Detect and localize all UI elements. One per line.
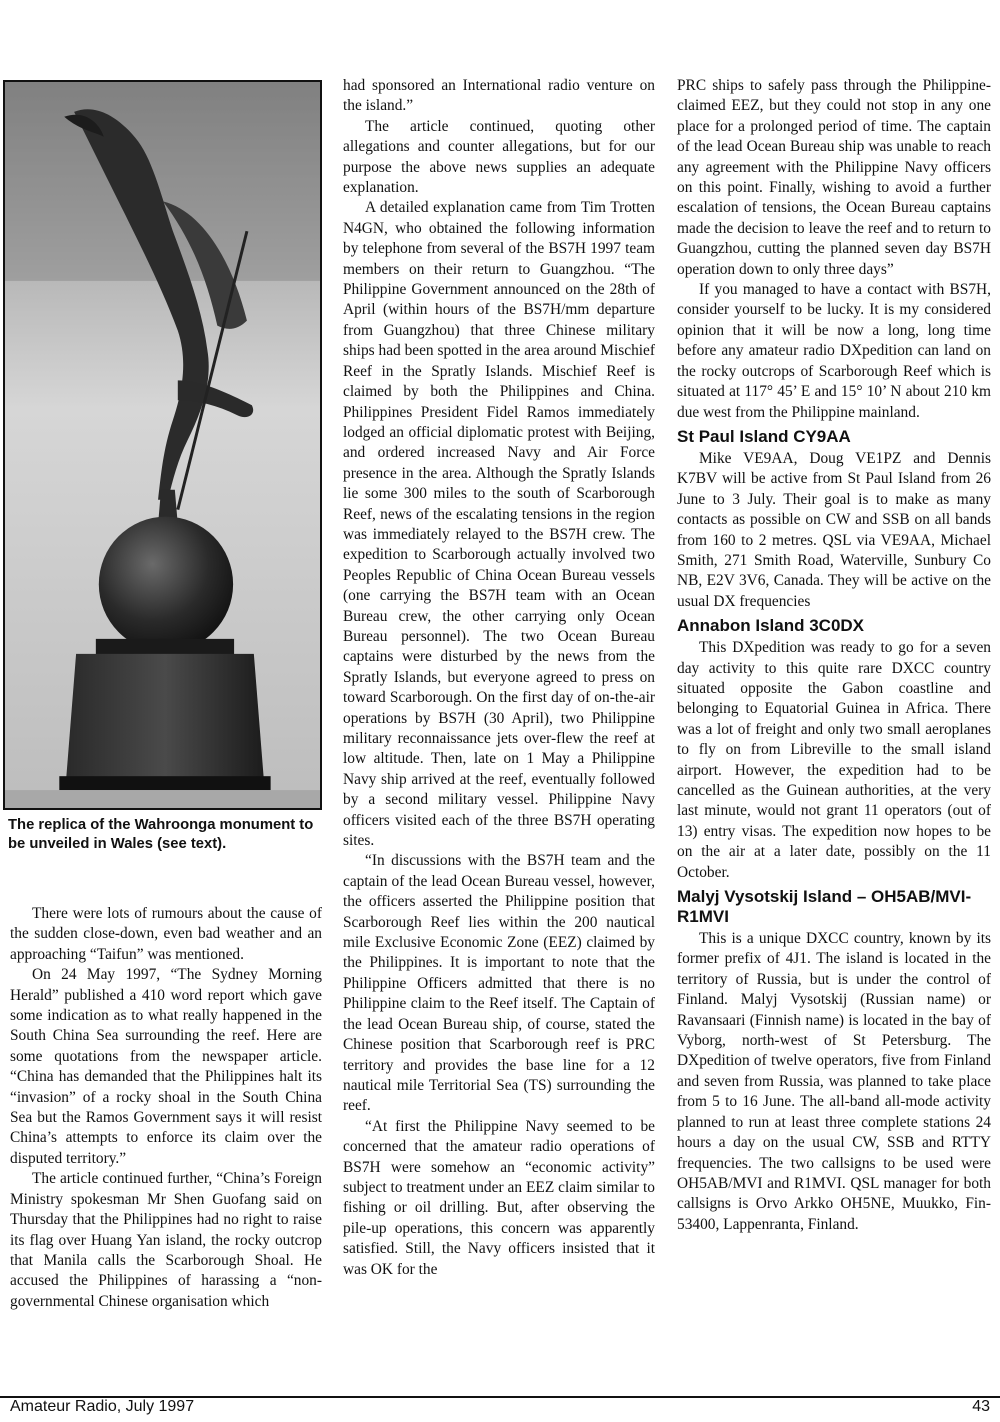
paragraph: had sponsored an International radio venture on the island.” [343, 77, 655, 115]
paragraph: This is a unique DXCC country, known by its former prefix of 4J1. The island is located in the territory of Russia, but is under the control of Finland. Malyj Vysotskij (Russian name) or Ravansaari (Finnish name) is located in the bay of Vyborg, north-west of St Petersburg. The DXpedition of twelve operators, five from Finland and seven from Russia, was planned to take place from 5 to 16 June. The all-band all-mode activity planned to run at least three complete stations 24 hours a day on the usual CW, SSB and RTTY frequencies. The two callsigns to be used were OH5AB/MVI and R1MVI. QSL manager for both callsigns is Orvo Arkko OH5NE, Muukko, Fin-53400, Lappenranta, Finland. [677, 930, 991, 1233]
paragraph: The article continued, quoting other allegations and counter allegations, but for our purpose the above news supplies an adequate explanation. [343, 117, 655, 197]
photo-caption: The replica of the Wahroonga monument to be unveiled in Wales (see text). [8, 817, 314, 852]
paragraph: The article continued further, “China’s Foreign Ministry spokesman Mr Shen Guofang said on Thursday that the Philippines had no right to raise its flag over Huang Yan island, the rocky outcrop that Manila calls the Scarborough Shoal. He accused the Philippines of harassing a “non-governmental Chinese organisation which [10, 1170, 322, 1310]
monument-photo [3, 80, 322, 810]
paragraph: “In discussions with the BS7H team and the captain of the lead Ocean Bureau vessel, however, the officers asserted the Philippine position that Scarborough Reef lies within the 200 nautical mile Exclusive Economic Zone (EEZ) claimed by the Philippines. It is important to note that the Philippine Officers admitted that there is no Philippine claim to the Reef itself. The Captain of the lead Ocean Bureau ship, of course, stated the Chinese position that Scarborough reef is PRC territory and provides the base line for a 12 nautical mile Territorial Sea (TS) surrounding the reef. [343, 852, 655, 1115]
column-1 [10, 904, 322, 1312]
section-heading: Malyj Vysotskij Island – OH5AB/MVI-R1MVI [677, 887, 972, 927]
paragraph: There were lots of rumours about the cause of the sudden close-down, even bad weather and an approaching “Taifun” was mentioned. [10, 905, 322, 963]
paragraph: If you managed to have a contact with BS7H, consider yourself to be lucky. It is my considered opinion that it will be now a long, long time before any amateur radio DXpedition can land on the rocky outcrops of Scarborough Reef which is situated at 117° 45’ E and 15° 10’ N about 210 km due west from the Philippine mainland. [677, 281, 991, 421]
paragraph: Mike VE9AA, Doug VE1PZ and Dennis K7BV will be active from St Paul Island from 26 June to 3 July. Their goal is to make as many contacts as possible on CW and SSB on all bands from 160 to 2 metres. QSL via VE9AA, Michael Smith, 271 Smith Road, Waterville, Sunbury Co NB, E2V 3V6, Canada. They will be active on the usual DX frequencies [677, 449, 991, 610]
section-heading: Annabon Island 3C0DX [677, 616, 865, 636]
page-number: 43 [972, 1398, 990, 1415]
paragraph: This DXpedition was ready to go for a seven day activity to this quite rare DXCC country situated opposite the Gabon coastline and belonging to Equatorial Guinea in Africa. There was a lot of freight and only two small aeroplanes to fly on from Libreville to the small island airport. However, the expedition had to be cancelled as the Guinean authorities, at the very last minute, would not grant 11 operators (out of 13) entry visas. The expedition now hopes to be on the air at a later date, possibly on the 11 October. [677, 639, 991, 881]
paragraph: “At first the Philippine Navy seemed to be concerned that the amateur radio operations of BS7H were somehow an “economic activity” subject to treatment under an EEZ claim similar to fishing or oil drilling. But, after observing the pile-up operations, this concern was apparently satisfied. Still, the Navy officers insisted that it was OK for the [343, 1117, 655, 1278]
section-heading: St Paul Island CY9AA [677, 426, 851, 446]
paragraph: PRC ships to safely pass through the Philippine-claimed EEZ, but they could not stop in any one place for a prolonged period of time. The captain of the lead Ocean Bureau ship was unable to reach any agreement with the Philippine Navy officers on this point. Finally, wishing to avoid a further escalation of tensions, the Ocean Bureau captains made the decision to leave the reef and to return to Guangzhou, cutting the planned seven day BS7H operation down to only three days” [677, 77, 991, 278]
column-3 [677, 76, 991, 1235]
paragraph: A detailed explanation came from Tim Trotten N4GN, who obtained the following information by telephone from several of the BS7H 1997 team members on their return to Guangzhou. “The Philippine Government announced on the 28th of April (within hours of the BS7H/mm departure from Guangzhou) that three Chinese military ships had been spotted in the area around Mischief Reef in the Spratly Islands. Mischief Reef is claimed by both the Philippines and China. Philippines President Fidel Ramos immediately lodged an official diplomatic protest with Beijing, and ordered increased Navy and Air Force presence in the area. Although the Spratly Islands lie some 300 miles to the south of Scarborough Reef, news of the escalating tensions in the region was immediately relayed to the BS7H crew. The expedition to Scarborough actually involved two Peoples Republic of China Ocean Bureau vessels (one carrying the BS7H team with an Ocean Bureau crew, the other carrying only Ocean Bureau personnel). The two Ocean Bureau captains were disturbed by the news from the Spratly Islands, but everyone agreed to press on toward Scarborough. On the first day of on-the-air operations by BS7H (30 April), two Philippine military reconnaissance jets over-flew the reef at low altitude. Then, late on 1 May a Philippine Navy ship arrived at the reef, eventually followed by a second military vessel. Philippine Navy officers visited each of the three BS7H operating sites. [343, 199, 655, 850]
column-2 [343, 76, 655, 1280]
monument-statue-image [5, 82, 320, 808]
paragraph: On 24 May 1997, “The Sydney Morning Herald” published a 410 word report which gave some indication as to what really happened in the South China Sea surrounding the reef. Here are some quotations from the newspaper article. “China has demanded that the Philippines halt its “invasion” of a rocky shoal in the South China Sea but the Ramos Government says it will resist China’s attempts to enforce its claim over the disputed territory.” [10, 966, 322, 1167]
footer-publication: Amateur Radio, July 1997 [10, 1398, 195, 1415]
